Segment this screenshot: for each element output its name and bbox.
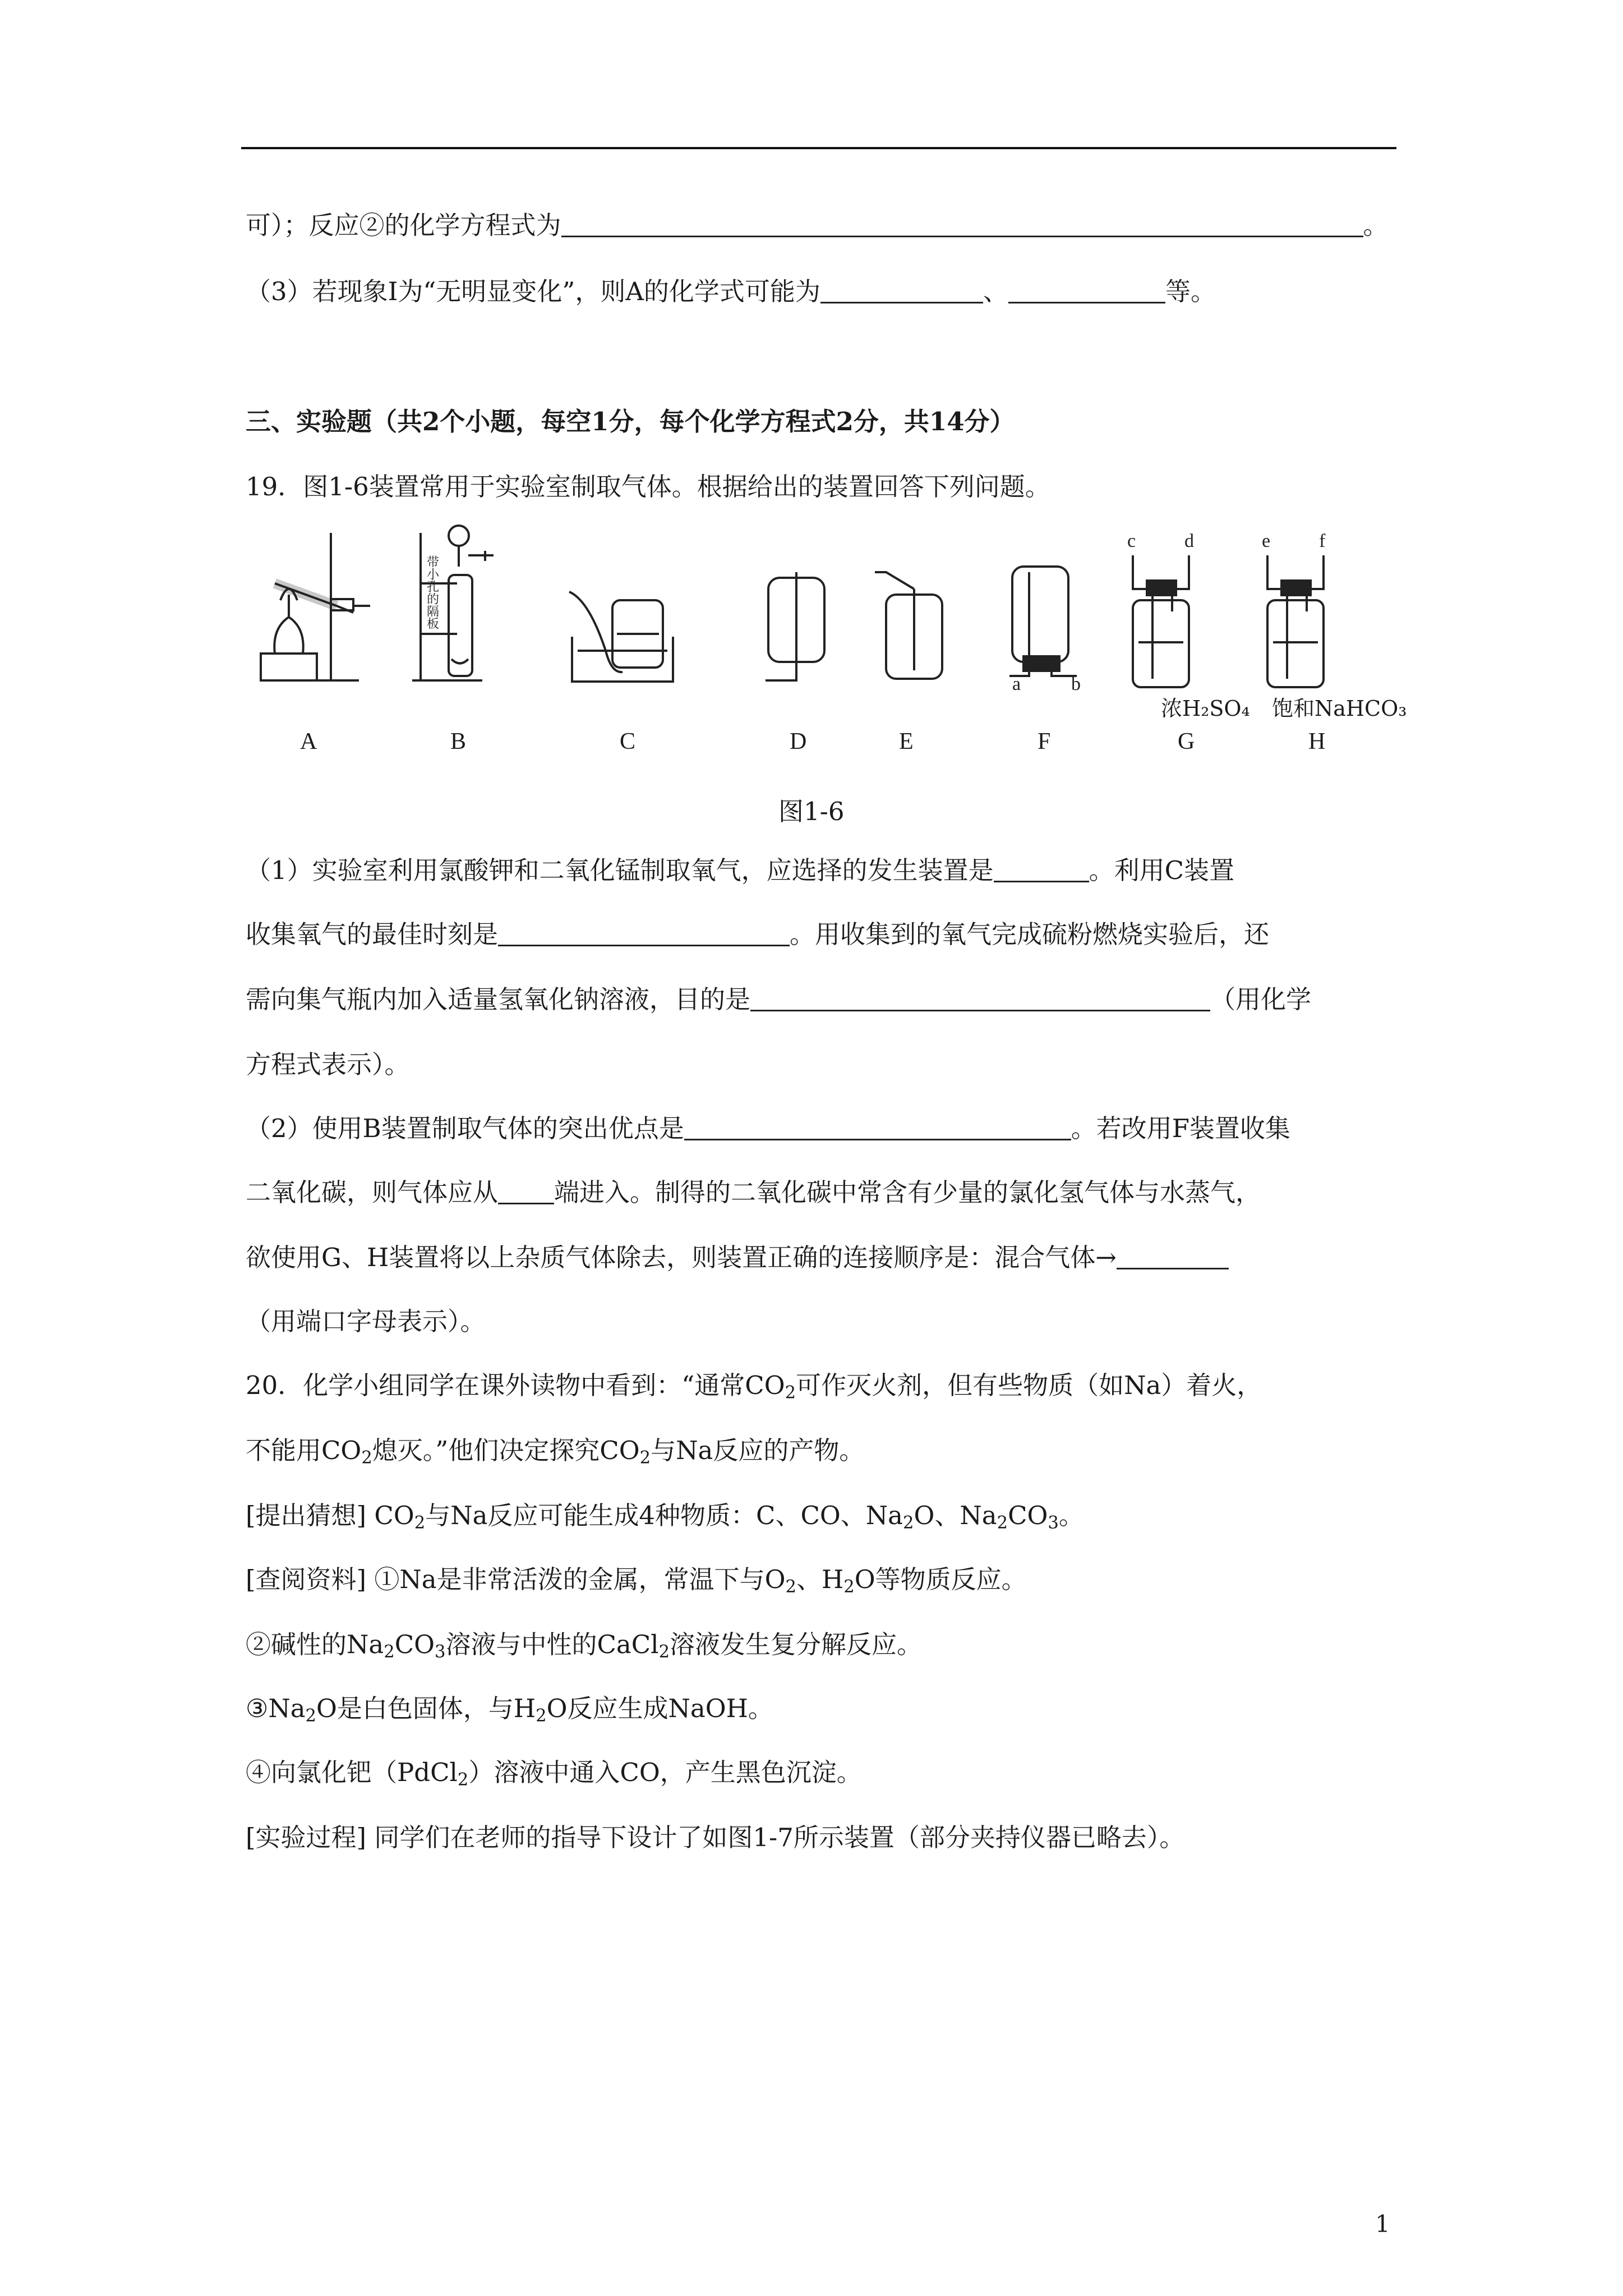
subscript: 2 — [414, 1513, 426, 1533]
q19-2-text: 欲使用G、H装置将以上杂质气体除去，则装置正确的连接顺序是：混合气体→ — [246, 1243, 1117, 1272]
apparatus-d — [766, 572, 824, 680]
subscript: 3 — [435, 1642, 446, 1662]
q19-1-text: 收集氧气的最佳时刻是 — [246, 919, 499, 949]
q18-3-end: 等。 — [1165, 277, 1216, 306]
b-tube-label: 带小孔的隔板 — [425, 555, 439, 629]
subscript: 2 — [903, 1513, 914, 1533]
answer-blank[interactable] — [498, 1177, 554, 1204]
apparatus-e — [875, 572, 942, 679]
apparatus-h — [1267, 555, 1324, 687]
fig-label-h: H — [1308, 729, 1326, 754]
subscript: 2 — [536, 1706, 547, 1726]
q20-text: O、Na — [914, 1501, 997, 1530]
q20-text: 20．化学小组同学在课外读物中看到：“通常CO — [246, 1370, 785, 1400]
q18-end: 。 — [1363, 210, 1389, 240]
q19-1-text-b: 。利用C装置 — [1089, 855, 1235, 885]
q20-text: ④向氯化钯（PdCl — [246, 1757, 458, 1787]
q20-text: 与Na反应可能生成4种物质：C、CO、Na — [425, 1501, 903, 1530]
q20-text: ②碱性的Na — [246, 1630, 384, 1659]
fig-label-c: C — [620, 729, 636, 754]
fig-label-a: A — [300, 729, 317, 754]
answer-blank[interactable] — [994, 855, 1089, 882]
q20-process: [实验过程] 同学们在老师的指导下设计了如图1-7所示装置（部分夹持仪器已略去）。 — [246, 1823, 1185, 1852]
answer-blank[interactable] — [750, 984, 1210, 1011]
q20-text: [提出猜想] CO — [246, 1501, 414, 1530]
port-e-label: e — [1262, 531, 1271, 551]
apparatus-g — [1133, 555, 1189, 687]
figure-caption: 图1-6 — [778, 797, 845, 826]
q20-ref-4 — [246, 1756, 862, 1789]
fig-label-b: B — [450, 729, 467, 754]
port-b-label: b — [1071, 674, 1081, 694]
q19-1-text: 需向集气瓶内加入适量氢氧化钠溶液，目的是 — [246, 984, 751, 1014]
page-number: 1 — [1375, 2210, 1390, 2238]
subscript: 2 — [785, 1577, 796, 1597]
subscript: 2 — [997, 1513, 1008, 1533]
q20-text: O是白色固体，与H — [316, 1694, 536, 1723]
port-f-label: f — [1319, 531, 1326, 551]
apparatus-a — [261, 533, 370, 680]
q19-1-line-2 — [246, 918, 1269, 951]
q20-text: O等物质反应。 — [854, 1565, 1027, 1594]
fig-label-e: E — [899, 729, 914, 754]
subscript: 2 — [639, 1448, 651, 1468]
q19-1-line-4: 方程式表示）。 — [246, 1050, 410, 1079]
q20-text: 、H — [796, 1565, 844, 1594]
fig-label-g: G — [1178, 729, 1195, 754]
answer-blank[interactable] — [1008, 276, 1165, 303]
header-rule — [241, 147, 1396, 149]
port-c-label: c — [1127, 531, 1136, 551]
q19-2-line-4: （用端口字母表示）。 — [246, 1306, 486, 1336]
q20-text: ）溶液中通入CO，产生黑色沉淀。 — [468, 1757, 862, 1787]
answer-blank[interactable] — [820, 276, 983, 303]
q20-guess: [提出猜想] $CO_2$与Na反应可能生成4种物质：C、CO、$Na_2O$、$Na_2CO_3$。 — [246, 1501, 1084, 1533]
q20-line-2 — [246, 1434, 864, 1467]
q20-ref-2 — [246, 1628, 922, 1662]
q19-1-line-1 — [246, 854, 1234, 887]
q19-2-line-2 — [246, 1176, 1261, 1209]
subscript: 2 — [305, 1706, 317, 1726]
q18-sep: 、 — [983, 277, 1008, 306]
q20-text: 熄灭。”他们决定探究CO — [372, 1435, 640, 1465]
subscript: 2 — [843, 1577, 855, 1597]
reagent-g-label: 浓H₂SO₄ — [1161, 696, 1250, 721]
q19-1-text-b: 。用收集到的氧气完成硫粉燃烧实验后，还 — [790, 919, 1270, 949]
q19-2-text-b: 端进入。制得的二氧化碳中常含有少量的氯化氢气体与水蒸气， — [554, 1177, 1261, 1207]
q19-2-line-3 — [246, 1241, 1229, 1274]
answer-blank[interactable] — [684, 1113, 1071, 1140]
q18-line-2 — [246, 275, 1216, 309]
q20-text: ③Na — [246, 1694, 306, 1723]
q19-1-line-3 — [246, 983, 1311, 1016]
subscript: 2 — [361, 1448, 372, 1468]
q19-2-text: （2）使用B装置制取气体的突出优点是 — [246, 1114, 684, 1143]
fig-label-f: F — [1038, 729, 1051, 754]
q19-2-text: 二氧化碳，则气体应从 — [246, 1177, 499, 1207]
q19-intro: 19．图1-6装置常用于实验室制取气体。根据给出的装置回答下列问题。 — [246, 472, 1050, 501]
q20-text: CO — [394, 1630, 435, 1659]
q20-text: 与Na反应的产物。 — [651, 1435, 865, 1465]
q20-text: 溶液发生复分解反应。 — [670, 1630, 923, 1659]
apparatus-figure — [241, 522, 1419, 769]
q20-ref-3 — [246, 1692, 773, 1726]
q18-text: 可）；反应②的化学方程式为 — [246, 210, 561, 240]
q18-3-text: （3）若现象Ⅰ为“无明显变化”，则A的化学式可能为 — [246, 277, 820, 306]
q20-text: [查阅资料] ①Na是非常活泼的金属，常温下与O — [246, 1565, 786, 1594]
subscript: 2 — [658, 1642, 670, 1662]
q19-2-text-b: 。若改用F装置收集 — [1071, 1114, 1290, 1143]
q20-text: CO — [1008, 1501, 1048, 1530]
fig-label-d: D — [790, 729, 807, 754]
answer-blank[interactable] — [1117, 1242, 1229, 1269]
q20-text: 不能用CO — [246, 1435, 362, 1465]
q19-1-text: （1）实验室利用氯酸钾和二氧化锰制取氧气，应选择的发生装置是 — [246, 855, 994, 885]
q20-ref-1 — [246, 1563, 1027, 1596]
subscript: 2 — [384, 1642, 395, 1662]
subscript: 3 — [1048, 1513, 1059, 1533]
subscript: 2 — [785, 1383, 796, 1403]
section-3-heading: 三、实验题（共2个小题，每空1分，每个化学方程式2分，共14分） — [246, 407, 1015, 436]
q18-line-1 — [246, 209, 1389, 242]
q20-text: 可作灭火剂，但有些物质（如Na）着火， — [796, 1370, 1262, 1400]
port-a-label: a — [1012, 674, 1021, 694]
answer-blank[interactable] — [561, 210, 1363, 237]
answer-blank[interactable] — [498, 919, 790, 946]
port-d-label: d — [1184, 531, 1194, 551]
q20-text: O反应生成NaOH。 — [546, 1694, 773, 1723]
subscript: 2 — [457, 1770, 469, 1790]
q19-2-line-1 — [246, 1112, 1290, 1145]
q19-1-text-b: （用化学 — [1210, 984, 1312, 1014]
apparatus-c — [569, 592, 673, 682]
reagent-h-label: 饱和NaHCO₃ — [1272, 696, 1407, 721]
q20-text: 溶液与中性的CaCl — [445, 1630, 659, 1659]
q20-line-1 — [246, 1369, 1262, 1402]
apparatus-f — [1009, 567, 1077, 676]
